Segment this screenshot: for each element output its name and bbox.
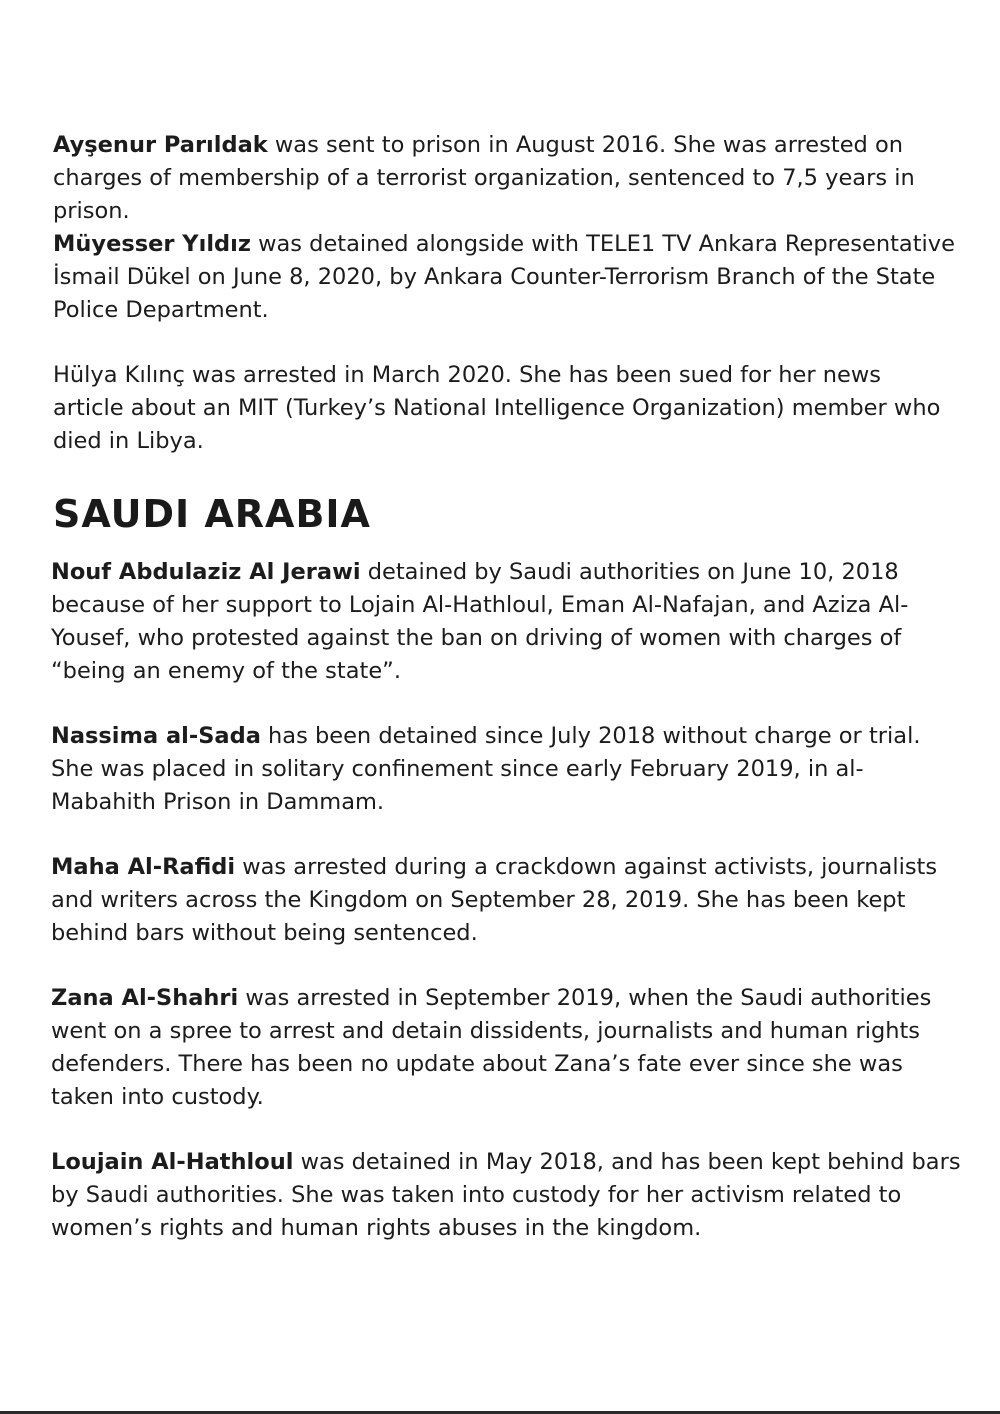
entry-nouf-al-jerawi	[51, 556, 961, 688]
entry-name: Maha Al-Rafidi	[51, 854, 236, 880]
section-heading-saudi-arabia: SAUDI ARABIA	[53, 492, 371, 536]
entry-name: Nassima al-Sada	[51, 723, 261, 749]
entry-loujain-al-hathloul	[51, 1146, 961, 1245]
entry-name: Ayşenur Parıldak	[53, 132, 268, 158]
entry-text: has been detained since July 2018 without charge or trial. She was placed in solitary confinement since early February 2019, in al-Mabahith Prison in Dammam.	[51, 723, 921, 815]
entry-name: Nouf Abdulaziz Al Jerawi	[51, 559, 361, 585]
entry-zana-al-shahri	[51, 982, 961, 1114]
entry-nassima-al-sada	[51, 720, 961, 819]
entry-name: Müyesser Yıldız	[53, 231, 251, 257]
entry-aysenur-parildak	[53, 129, 958, 228]
entry-text: detained by Saudi authorities on June 10, 2018 because of her support to Lojain Al-Hathloul, Eman Al-Nafajan, and Aziza Al-Yousef, who protested against the ban on driving of women with charges of “being an enemy of the state”.	[51, 559, 909, 684]
entry-hulya-kilinc	[53, 359, 958, 458]
entry-muyesser-yildiz	[53, 228, 958, 327]
entry-text: was sent to prison in August 2016. She was arrested on charges of membership of a terrorist organization, sentenced to 7,5 years in prison.	[53, 132, 915, 224]
entry-text: was detained alongside with TELE1 TV Ankara Representative İsmail Dükel on June 8, 2020, by Ankara Counter-Terrorism Branch of the State Police Department.	[53, 231, 955, 323]
entry-name: Zana Al-Shahri	[51, 985, 239, 1011]
entry-maha-al-rafidi	[51, 851, 961, 950]
entry-name: Loujain Al-Hathloul	[51, 1149, 294, 1175]
entry-text: Hülya Kılınç was arrested in March 2020. She has been sued for her news article about an MIT (Turkey’s National Intelligence Organization) member who died in Libya.	[53, 362, 941, 454]
entry-text: was detained in May 2018, and has been kept behind bars by Saudi authorities. She was taken into custody for her activism related to women’s rights and human rights abuses in the kingdom.	[51, 1149, 961, 1241]
entry-text: was arrested in September 2019, when the Saudi authorities went on a spree to arrest and detain dissidents, journalists and human rights defenders. There has been no update about Zana’s fate ever since she was taken into custody.	[51, 985, 932, 1110]
entry-text: was arrested during a crackdown against activists, journalists and writers across the Kingdom on September 28, 2019. She has been kept behind bars without being sentenced.	[51, 854, 938, 946]
